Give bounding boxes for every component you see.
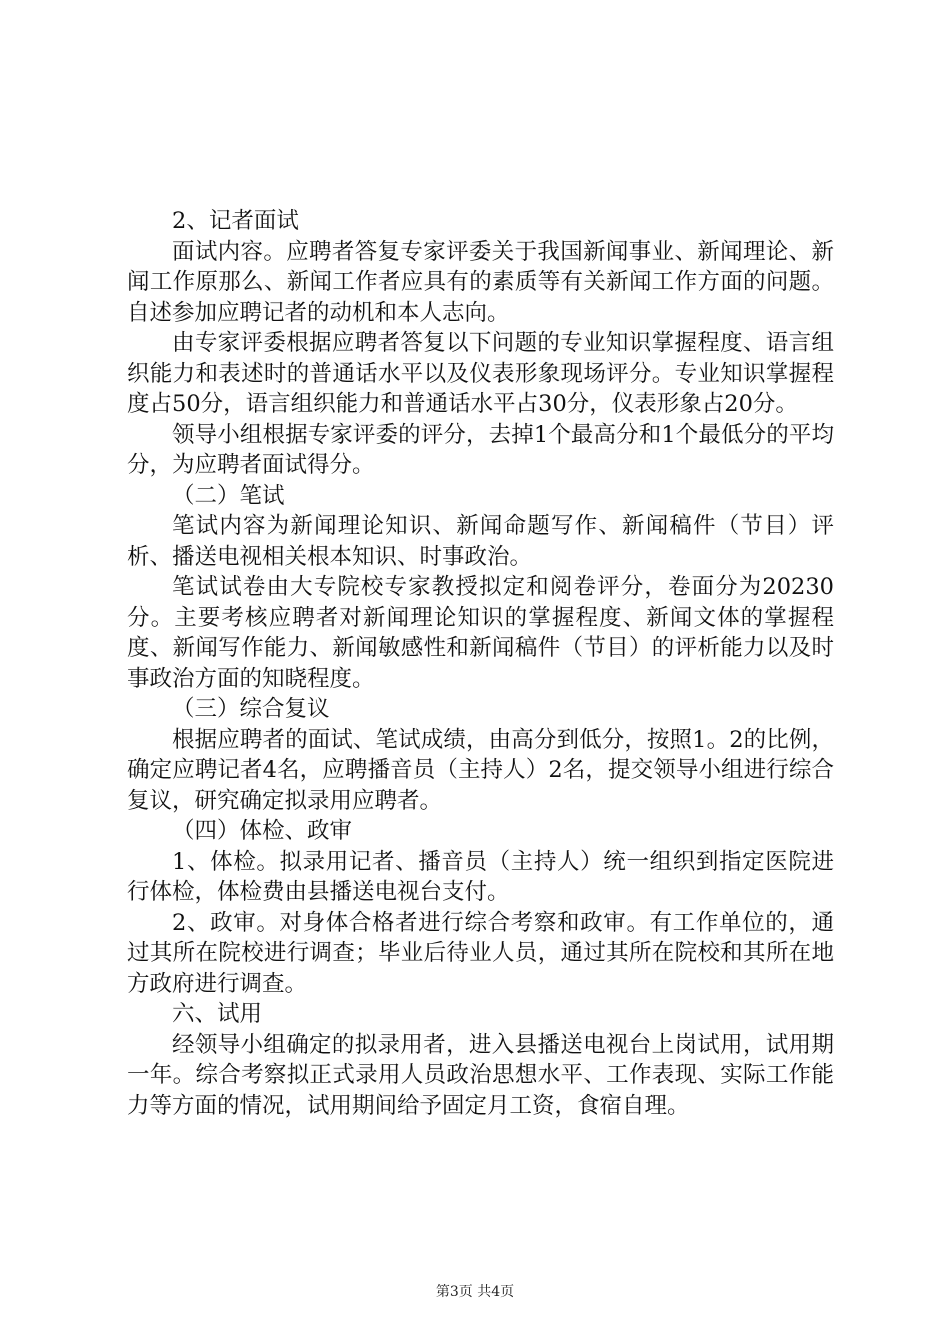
section-heading-written-exam: （二）笔试 <box>172 482 285 509</box>
section-heading-trial: 六、试用 <box>172 1001 263 1027</box>
paragraph-medical-check: 1、体检。拟录用记者、播音员（主持人）统一组织到指定医院进行体检，体检费由县播送电视台支付。 <box>127 848 834 905</box>
paragraph-interview-scoring: 由专家评委根据应聘者答复以下问题的专业知识掌握程度、语言组织能力和表述时的普通话水平以及仪表形象现场评分。专业知识掌握程度占50分，语言组织能力和普通话水平占30分，仪表形象占20分。 <box>127 330 834 417</box>
paragraph-written-content: 笔试内容为新闻理论知识、新闻命题写作、新闻稿件（节目）评析、播送电视相关根本知识、时事政治。 <box>127 513 834 570</box>
page-number-footer: 第3页 共4页 <box>435 1284 515 1300</box>
paragraph-trial: 经领导小组确定的拟录用者，进入县播送电视台上岗试用，试用期一年。综合考察拟正式录用人员政治思想水平、工作表现、实际工作能力等方面的情况，试用期间给予固定月工资，食宿自理。 <box>127 1031 834 1119</box>
section-heading-checkup: （四）体检、政审 <box>172 818 353 844</box>
section-heading-review: （三）综合复议 <box>172 696 330 722</box>
paragraph-written-grading: 笔试试卷由大专院校专家教授拟定和阅卷评分，卷面分为20230分。主要考核应聘者对新闻理论知识的掌握程度、新闻文体的掌握程度、新闻写作能力、新闻敏感性和新闻稿件（节目）的评析能力以及时事政治方面的知晓程度。 <box>127 574 834 692</box>
document-body <box>127 206 834 1121</box>
paragraph-political-review: 2、政审。对身体合格者进行综合考察和政审。有工作单位的，通过其所在院校进行调查；毕业后待业人员，通过其所在院校和其所在地方政府进行调查。 <box>127 909 834 997</box>
paragraph-review: 根据应聘者的面试、笔试成绩，由高分到低分，按照1。2的比例，确定应聘记者4名，应聘播音员（主持人）2名，提交领导小组进行综合复议，研究确定拟录用应聘者。 <box>127 726 834 814</box>
section-heading-interview: 2、记者面试 <box>172 208 299 234</box>
paragraph-interview-average: 领导小组根据专家评委的评分，去掉1个最高分和1个最低分的平均分，为应聘者面试得分。 <box>127 421 834 478</box>
paragraph-interview-content: 面试内容。应聘者答复专家评委关于我国新闻事业、新闻理论、新闻工作原那么、新闻工作者应具有的素质等有关新闻工作方面的问题。自述参加应聘记者的动机和本人志向。 <box>127 238 834 326</box>
